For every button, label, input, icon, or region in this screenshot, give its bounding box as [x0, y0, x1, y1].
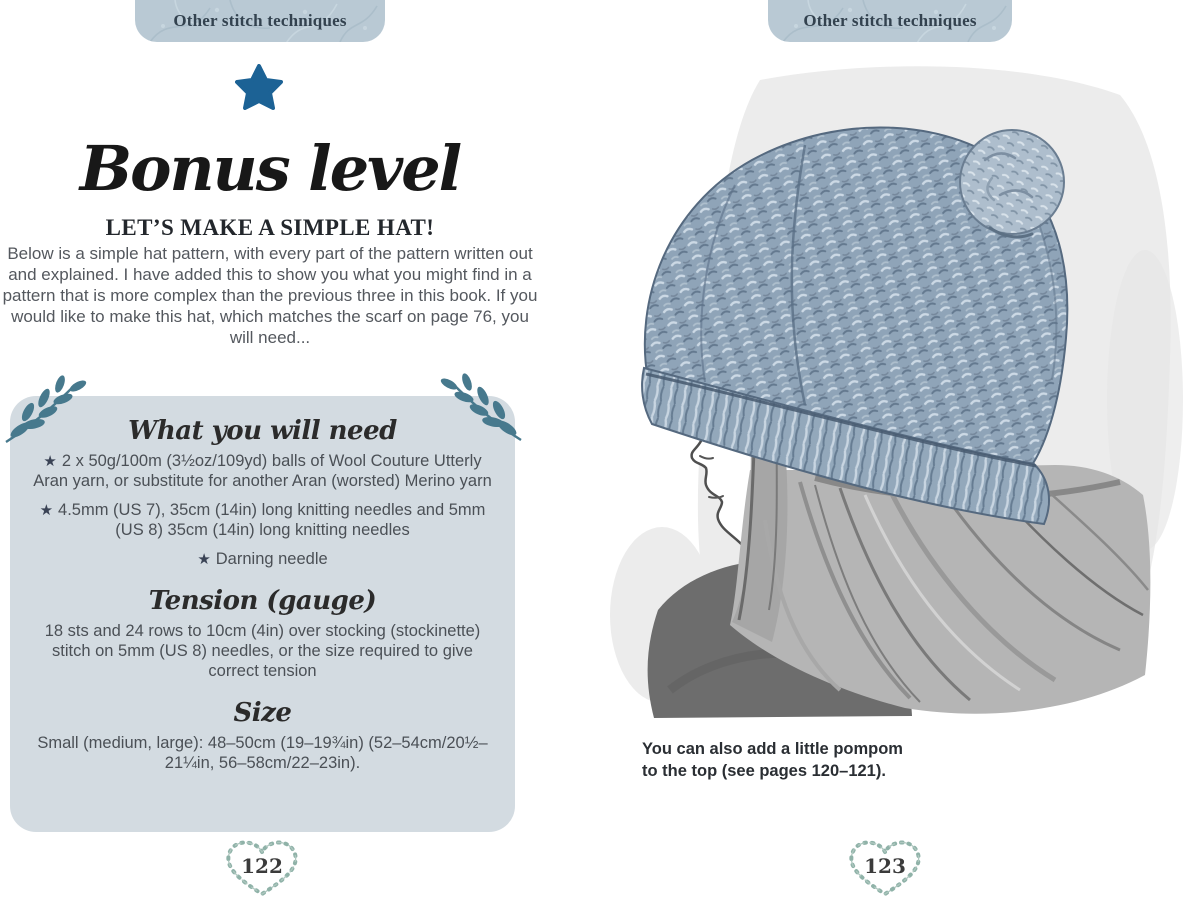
caption-line: You can also add a little pompom	[642, 740, 903, 758]
tension-text: 18 sts and 24 rows to 10cm (4in) over stocking (stockinette) stitch on 5mm (US 8) needles, or the size required to give correct tension	[44, 621, 481, 680]
size-heading: Size	[233, 697, 292, 728]
star-bullet-icon: ★	[197, 550, 211, 568]
intro-paragraph: Below is a simple hat pattern, with every part of the pattern written out and explained. I have added this to show you what you might find in a pattern that is more complex than the previous three in this book. If you would like to make this hat, which matches the scarf on page 76, you will need...	[2, 244, 538, 347]
illustration-caption	[642, 738, 942, 783]
materials-item-text: Darning needle	[215, 549, 328, 568]
section-tab-label: Other stitch techniques	[173, 11, 347, 30]
size-text: Small (medium, large): 48–50cm (19–19¾in) (52–54cm/20½–21¼in, 56–58cm/22–23in).	[37, 733, 488, 772]
section-tab	[135, 0, 385, 42]
tension-heading: Tension (gauge)	[148, 585, 377, 616]
star-bullet-icon: ★	[39, 501, 54, 519]
caption-line: to the top (see pages 120–121).	[642, 762, 886, 781]
page-number: 123	[864, 854, 906, 878]
page-title: Bonus level	[79, 131, 461, 205]
materials-box	[10, 396, 515, 832]
section-tab-label: Other stitch techniques	[803, 11, 977, 30]
page-subtitle: LET’S MAKE A SIMPLE HAT!	[105, 215, 435, 241]
materials-item	[33, 501, 493, 541]
page-number-badge	[220, 836, 304, 900]
star-bullet-icon: ★	[43, 453, 57, 470]
materials-item-text: 2 x 50g/100m (3½oz/109yd) balls of Wool Couture Utterly Aran yarn, or substitute for another Aran (worsted) Merino yarn	[33, 452, 492, 490]
page-number: 122	[241, 854, 283, 878]
bonus-star-icon	[235, 64, 283, 110]
materials-heading: What you will need	[128, 416, 397, 446]
page-number-badge	[843, 836, 927, 900]
hat-illustration	[600, 50, 1200, 740]
section-tab	[768, 0, 1012, 42]
materials-item	[33, 452, 493, 492]
materials-item	[33, 550, 493, 570]
materials-item-text: 4.5mm (US 7), 35cm (14in) long knitting needles and 5mm (US 8) 35cm (14in) long knitting needles	[58, 500, 486, 539]
book-page-right	[600, 0, 1200, 902]
